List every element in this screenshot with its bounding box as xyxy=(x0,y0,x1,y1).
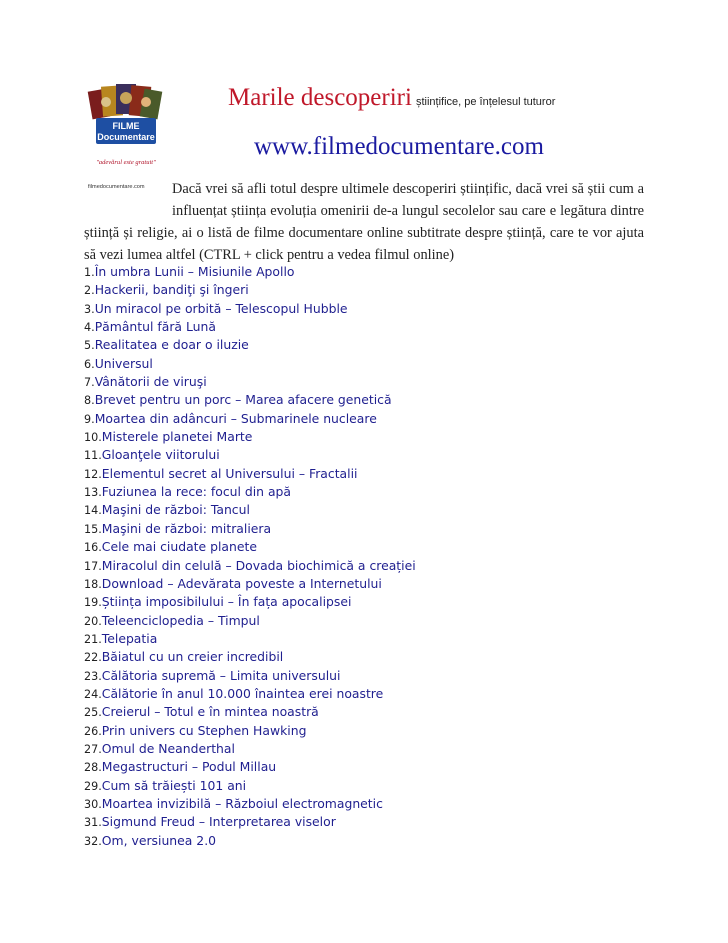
film-link[interactable]: Om, versiunea 2.0 xyxy=(101,832,217,848)
film-list-item xyxy=(84,667,684,685)
film-link[interactable]: Creierul – Totul e în mintea noastră xyxy=(101,704,319,720)
svg-text:FILME: FILME xyxy=(112,121,140,131)
film-list-item xyxy=(84,795,684,813)
film-number: 25. xyxy=(84,706,102,720)
film-number: 4. xyxy=(84,321,95,335)
film-list-item xyxy=(84,813,684,831)
film-list-item xyxy=(84,557,684,575)
film-number: 15. xyxy=(84,522,102,536)
film-number: 1. xyxy=(84,266,95,279)
film-link[interactable]: Maşini de război: Tancul xyxy=(101,502,250,518)
svg-text:filmedocumentare.com: filmedocumentare.com xyxy=(88,184,145,190)
film-link[interactable]: Sigmund Freud – Interpretarea viselor xyxy=(101,814,336,830)
film-list-item xyxy=(84,446,684,464)
film-link[interactable]: Download – Adevărata poveste a Internetului xyxy=(101,575,382,591)
film-link[interactable]: Realitatea e doar o iluzie xyxy=(94,337,249,353)
film-list-item xyxy=(84,740,684,758)
film-number: 10. xyxy=(84,431,102,445)
film-link[interactable]: Telepatia xyxy=(101,630,158,646)
film-list-item xyxy=(84,593,684,611)
film-list-item xyxy=(84,355,684,373)
film-list-item xyxy=(84,685,684,703)
film-list-item xyxy=(84,391,684,409)
film-link[interactable]: Miracolul din celulă – Dovada biochimică a creației xyxy=(101,557,416,573)
film-link[interactable]: Călătoria supremă – Limita universului xyxy=(101,667,341,683)
film-number: 9. xyxy=(84,412,95,426)
film-number: 17. xyxy=(84,559,102,573)
film-list-item xyxy=(84,648,684,666)
film-list-item xyxy=(84,575,684,593)
title-main: Marile descoperiri xyxy=(228,84,412,111)
film-link[interactable]: Gloanţele viitorului xyxy=(101,447,220,463)
film-number: 32. xyxy=(84,834,102,848)
film-list-item xyxy=(84,832,684,850)
film-link[interactable]: Băiatul cu un creier incredibil xyxy=(101,649,284,665)
film-link[interactable]: Megastructuri – Podul Millau xyxy=(101,759,277,775)
film-link[interactable]: Moartea invizibilă – Războiul electromagnetic xyxy=(101,795,383,811)
svg-text:Documentare: Documentare xyxy=(97,132,155,142)
film-number: 8. xyxy=(84,394,95,408)
film-list-item xyxy=(84,722,684,740)
film-link[interactable]: Hackerii, bandiţi şi îngeri xyxy=(94,282,249,298)
film-number: 16. xyxy=(84,541,102,555)
film-link[interactable]: Universul xyxy=(94,355,153,371)
film-number: 3. xyxy=(84,302,95,316)
website-link[interactable]: www.filmedocumentare.com xyxy=(254,133,544,160)
film-list-item xyxy=(84,612,684,630)
film-list-item xyxy=(84,465,684,483)
film-list-item xyxy=(84,428,684,446)
film-number: 11. xyxy=(84,449,102,463)
film-number: 30. xyxy=(84,797,102,811)
film-list-item xyxy=(84,758,684,776)
film-list-item xyxy=(84,630,684,648)
film-list xyxy=(84,263,684,850)
film-list-item xyxy=(84,777,684,795)
film-number: 14. xyxy=(84,504,102,518)
film-list-item xyxy=(84,703,684,721)
film-list-item xyxy=(84,483,684,501)
film-list-item xyxy=(84,281,684,299)
film-number: 22. xyxy=(84,651,102,665)
film-number: 6. xyxy=(84,357,95,371)
film-list-item xyxy=(84,520,684,538)
film-number: 26. xyxy=(84,724,102,738)
film-number: 5. xyxy=(84,339,95,353)
film-link[interactable]: Pământul fără Lună xyxy=(94,319,216,335)
film-link[interactable]: Elementul secret al Universului – Fractalii xyxy=(101,465,358,481)
film-number: 29. xyxy=(84,779,102,793)
title-subtitle: științifice, pe înțelesul tuturor xyxy=(415,96,556,108)
film-number: 31. xyxy=(84,816,102,830)
film-number: 21. xyxy=(84,632,102,646)
film-link[interactable]: Cele mai ciudate planete xyxy=(101,539,257,555)
film-number: 23. xyxy=(84,669,102,683)
film-link[interactable]: Misterele planetei Marte xyxy=(101,429,253,445)
intro-paragraph xyxy=(84,178,644,266)
film-list-item xyxy=(84,318,684,336)
film-link[interactable]: Cum să trăiești 101 ani xyxy=(101,777,247,793)
film-list-item xyxy=(84,373,684,391)
film-list-item xyxy=(84,410,684,428)
film-number: 7. xyxy=(84,376,95,390)
film-list-item xyxy=(84,300,684,318)
film-link[interactable]: Omul de Neanderthal xyxy=(101,740,235,756)
film-link[interactable]: În umbra Lunii – Misiunile Apollo xyxy=(94,264,295,279)
page-title xyxy=(228,84,555,112)
film-link[interactable]: Moartea din adâncuri – Submarinele nucleare xyxy=(94,410,377,426)
film-link[interactable]: Brevet pentru un porc – Marea afacere genetică xyxy=(94,392,392,408)
film-link[interactable]: Știința imposibilului – În fața apocalipsei xyxy=(101,594,352,610)
film-number: 18. xyxy=(84,577,102,591)
svg-text:"adevărul este gratuit": "adevărul este gratuit" xyxy=(96,159,156,166)
film-number: 24. xyxy=(84,687,102,701)
film-link[interactable]: Călătorie în anul 10.000 înaintea erei noastre xyxy=(101,685,384,701)
film-number: 19. xyxy=(84,596,102,610)
film-number: 13. xyxy=(84,486,102,500)
film-list-item xyxy=(84,501,684,519)
film-list-item xyxy=(84,538,684,556)
film-number: 20. xyxy=(84,614,102,628)
film-number: 12. xyxy=(84,467,102,481)
film-link[interactable]: Prin univers cu Stephen Hawking xyxy=(101,722,307,738)
film-link[interactable]: Fuziunea la rece: focul din apă xyxy=(101,484,292,500)
film-link[interactable]: Un miracol pe orbită – Telescopul Hubble xyxy=(94,300,348,316)
film-number: 28. xyxy=(84,761,102,775)
film-link[interactable]: Maşini de război: mitraliera xyxy=(101,520,272,536)
film-number: 2. xyxy=(84,284,95,298)
intro-text: Dacă vrei să afli totul despre ultimele descoperiri științific, dacă vrei să știi cum a influențat știința evoluția omenirii de-a lungul secolelor sau care e legătura dintre știință și religie, ai o listă de filme documentare online subtitrate despre știință, care te vor ajuta să vezi lumea altfel (CTRL + click pentru a vedea filmul online) xyxy=(84,181,644,263)
film-list-item xyxy=(84,263,684,281)
film-link[interactable]: Teleenciclopedia – Timpul xyxy=(101,612,260,628)
film-list-item xyxy=(84,336,684,354)
film-number: 27. xyxy=(84,742,102,756)
film-link[interactable]: Vânătorii de viruşi xyxy=(94,374,207,390)
